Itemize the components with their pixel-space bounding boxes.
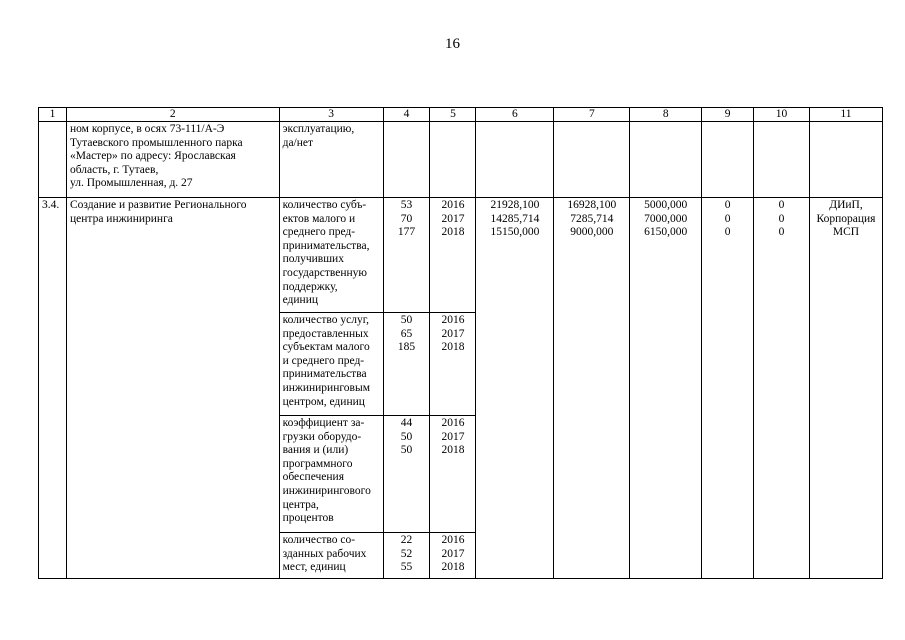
total-cell [476,122,554,198]
header-cell: 10 [754,108,810,122]
indicator-cell: количество субъ- ектов малого и среднего пред- принимательства, получивших государственную поддержку, единиц [279,198,383,313]
executor-cell [809,122,882,198]
year-cell: 2016 2017 2018 [430,533,476,579]
value-cell: 53 70 177 [383,198,430,313]
header-cell: 3 [279,108,383,122]
funding-cell: 0 0 0 [754,198,810,579]
funding-cell [702,122,754,198]
value-cell: 22 52 55 [383,533,430,579]
row-3-4-indicator-1 [39,198,883,313]
year-cell: 2016 2017 2018 [430,416,476,533]
program-table [38,107,883,579]
event-name-cell: ном корпусе, в осях 73-111/А-Э Тутаевского промышленного парка «Мастер» по адресу: Ярославская область, г. Тутаев, ул. Промышленная, д. 27 [66,122,279,198]
year-cell: 2016 2017 2018 [430,198,476,313]
funding-cell: 16928,100 7285,714 9000,000 [554,198,630,579]
funding-cell: 0 0 0 [702,198,754,579]
continued-row [39,122,883,198]
value-cell [383,122,430,198]
page-number: 16 [445,36,460,52]
value-cell: 44 50 50 [383,416,430,533]
funding-cell: 5000,000 7000,000 6150,000 [630,198,702,579]
indicator-cell: эксплуатацию, да/нет [279,122,383,198]
year-cell [430,122,476,198]
header-cell: 4 [383,108,430,122]
event-name-cell: Создание и развитие Регионального центра инжиниринга [66,198,279,579]
indicator-cell: количество со- зданных рабочих мест, единиц [279,533,383,579]
header-cell: 6 [476,108,554,122]
header-cell: 7 [554,108,630,122]
indicator-cell: коэффициент за- грузки оборудо- вания и (или) программного обеспечения инжинирингового центра, процентов [279,416,383,533]
executor-cell: ДИиП, Корпорация МСП [809,198,882,579]
header-cell: 8 [630,108,702,122]
funding-cell [630,122,702,198]
header-cell: 9 [702,108,754,122]
header-cell: 2 [66,108,279,122]
header-row [39,108,883,122]
total-cell: 21928,100 14285,714 15150,000 [476,198,554,579]
row-number-cell [39,122,67,198]
header-cell: 1 [39,108,67,122]
row-number-cell: 3.4. [39,198,67,579]
funding-cell [554,122,630,198]
header-cell: 11 [809,108,882,122]
indicator-cell: количество услуг, предоставленных субъектам малого и среднего пред- принимательства инжиниринговым центром, единиц [279,313,383,416]
year-cell: 2016 2017 2018 [430,313,476,416]
header-cell: 5 [430,108,476,122]
value-cell: 50 65 185 [383,313,430,416]
funding-cell [754,122,810,198]
